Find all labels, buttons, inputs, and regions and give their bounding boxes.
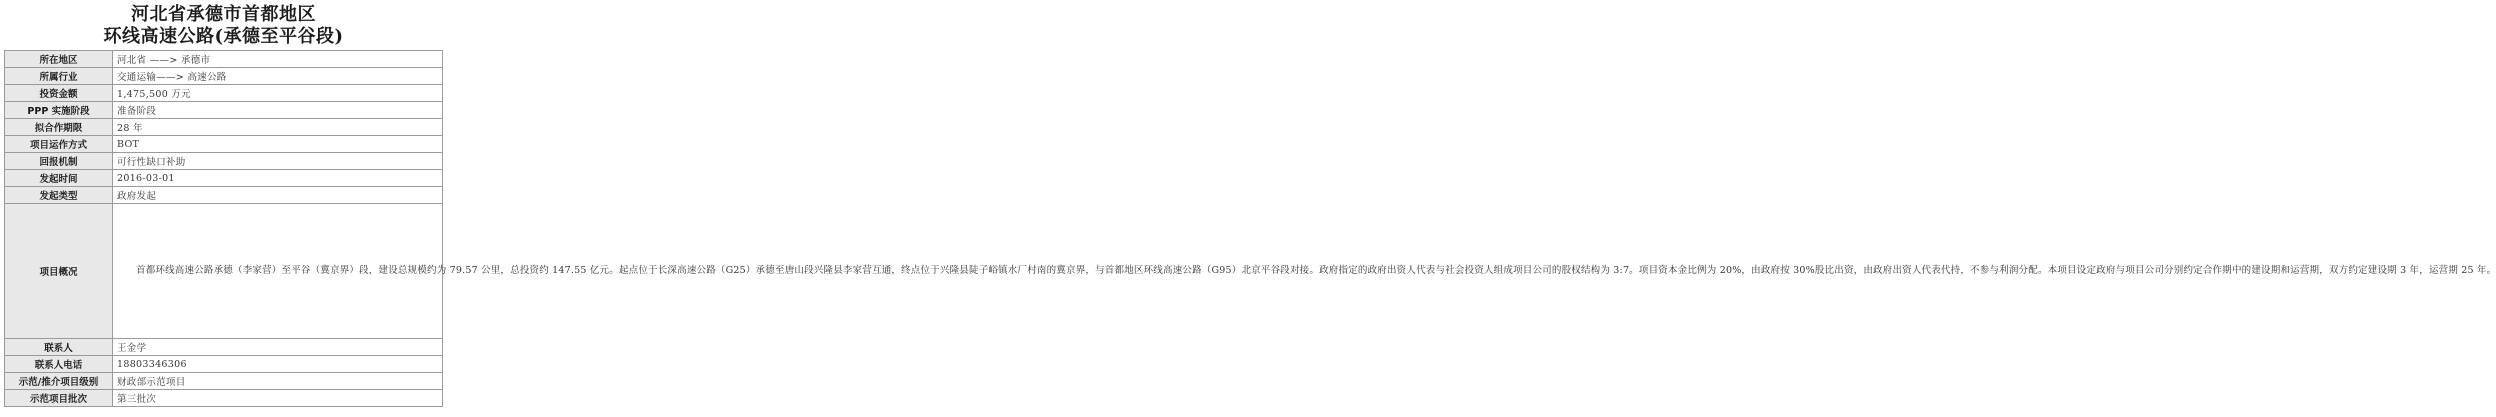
row-label-phone: 联系人电话: [5, 356, 113, 373]
table-row: [5, 373, 443, 390]
row-label-region: 所在地区: [5, 51, 113, 68]
row-value-launch-date: 2016-03-01: [113, 170, 443, 187]
project-info-table: [4, 50, 2496, 407]
table-row: [5, 102, 443, 119]
table-row: [5, 390, 443, 407]
row-label-ppp-stage: PPP 实施阶段: [5, 102, 113, 119]
row-label-contact: 联系人: [5, 339, 113, 356]
row-label-term: 拟合作期限: [5, 119, 113, 136]
row-label-industry: 所属行业: [5, 68, 113, 85]
table-row: [5, 68, 443, 85]
row-label-investment: 投资金额: [5, 85, 113, 102]
table-row: [5, 153, 443, 170]
row-value-investment: 1,475,500 万元: [113, 85, 443, 102]
row-label-launch-date: 发起时间: [5, 170, 113, 187]
row-value-demo-batch: 第三批次: [113, 390, 443, 407]
row-label-overview: 项目概况: [5, 204, 113, 339]
row-value-launch-type: 政府发起: [113, 187, 443, 204]
table-row: [5, 170, 443, 187]
table-row: [5, 136, 443, 153]
table-row: [5, 204, 443, 339]
row-label-return-mechanism: 回报机制: [5, 153, 113, 170]
row-value-industry: 交通运输——> 高速公路: [113, 68, 443, 85]
page-title-line-1: 河北省承德市首都地区: [131, 4, 316, 25]
row-label-demo-level: 示范/推介项目级别: [5, 373, 113, 390]
row-value-operation-mode: BOT: [113, 136, 443, 153]
row-value-return-mechanism: 可行性缺口补助: [113, 153, 443, 170]
row-value-demo-level: 财政部示范项目: [113, 373, 443, 390]
row-value-region: 河北省 ——> 承德市: [113, 51, 443, 68]
row-value-ppp-stage: 准备阶段: [113, 102, 443, 119]
row-value-contact: 王金学: [113, 339, 443, 356]
row-label-launch-type: 发起类型: [5, 187, 113, 204]
title-block: [0, 4, 447, 56]
row-label-operation-mode: 项目运作方式: [5, 136, 113, 153]
table-row: [5, 119, 443, 136]
row-value-phone: 18803346306: [113, 356, 443, 373]
table-row: [5, 85, 443, 102]
row-value-term: 28 年: [113, 119, 443, 136]
table-row: [5, 51, 443, 68]
page-title-line-2: 环线高速公路(承德至平谷段): [103, 26, 344, 47]
table-row: [5, 339, 443, 356]
row-value-overview: 首都环线高速公路承德（李家营）至平谷（冀京界）段，建设总规模约为 79.57 公里，总投资约 147.55 亿元。起点位于长深高速公路（G25）承德至唐山段兴隆县李家营互通，终点位于兴隆县陡子峪镇水厂村南的冀京界，与首都地区环线高速公路（G95）北京平谷段对接。政府指定的政府出资人代表与社会投资人组成项目公司的股权结构为 3:7。项目资本金比例为 20%，由政府按 30%股比出资，由政府出资人代表代持，不参与利润分配。本项目设定政府与项目公司分别约定合作期中的建设期和运营期，双方约定建设期 3 年，运营期 25 年。: [113, 204, 443, 339]
table-row: [5, 356, 443, 373]
table-row: [5, 187, 443, 204]
row-label-demo-batch: 示范项目批次: [5, 390, 113, 407]
